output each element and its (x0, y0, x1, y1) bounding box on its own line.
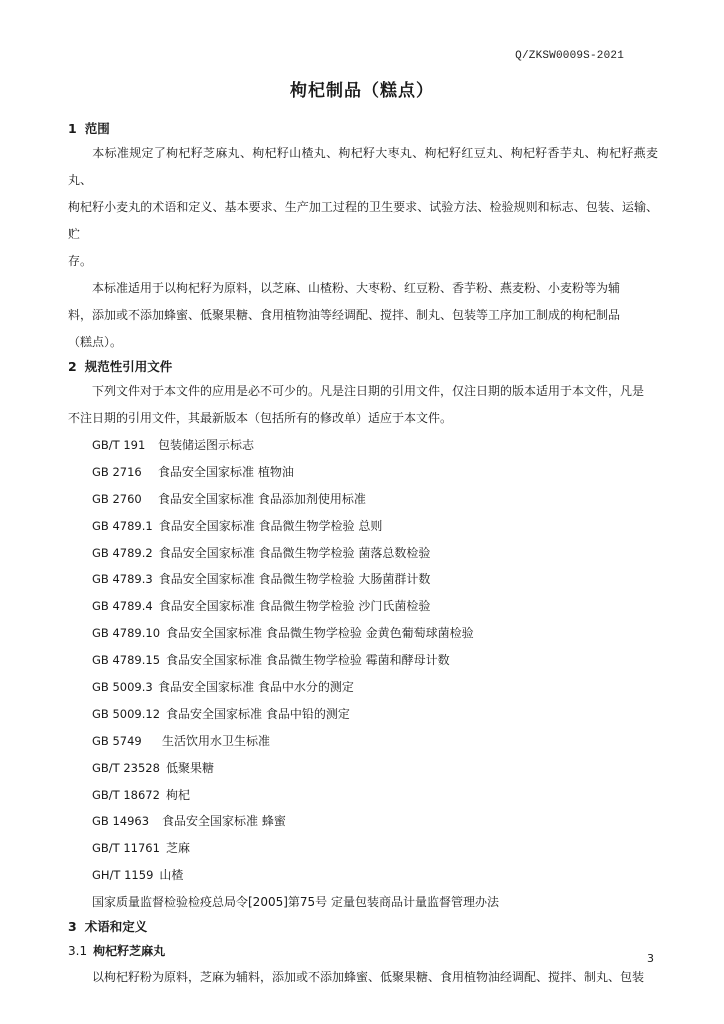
reference-item (68, 593, 658, 620)
text-line: （糕点）。 (68, 335, 123, 349)
reference-item (68, 513, 658, 540)
section-number: 1 (68, 121, 77, 136)
text-line: 料，添加或不添加蜂蜜、低聚果糖、食用植物油等经调配、搅拌、制丸、包装等工序加工制成的枸杞制品 (68, 308, 621, 322)
reference-code: GB 5749 (92, 733, 142, 748)
reference-item (68, 674, 658, 701)
reference-code: GB/T 23528 (92, 760, 160, 775)
reference-item (68, 701, 658, 728)
reference-title: 食品安全国家标准 食品微生物学检验 霉菌和酵母计数 (166, 653, 450, 668)
reference-title: 食品安全国家标准 食品微生物学检验 沙门氏菌检验 (158, 599, 431, 614)
text-line: 以枸杞籽粉为原料，芝麻为辅料，添加或不添加蜂蜜、低聚果糖、食用植物油经调配、搅拌、制丸、包装 (92, 970, 645, 985)
reference-item (68, 540, 658, 567)
reference-item (68, 808, 658, 835)
reference-title: 芝麻 (165, 841, 190, 856)
text-line: 存。 (68, 254, 93, 268)
reference-code: GH/T 1159 (92, 868, 154, 883)
reference-item (68, 432, 658, 459)
reference-code: GB 4789.1 (92, 518, 153, 533)
reference-code: GB 5009.12 (92, 706, 161, 721)
reference-item-order (68, 889, 658, 916)
reference-title: 低聚果糖 (165, 760, 214, 775)
reference-code: GB 2760 (92, 491, 142, 506)
section-heading-normative-references (68, 356, 658, 378)
text-line: 本标准规定了枸杞籽芝麻丸、枸杞籽山楂丸、枸杞籽大枣丸、枸杞籽红豆丸、枸杞籽香芋丸、枸杞籽燕麦丸、 (68, 146, 658, 187)
document-title: 枸杞制品（糕点） (290, 81, 434, 101)
reference-item (68, 728, 658, 755)
reference-title: 食品安全国家标准 食品微生物学检验 大肠菌群计数 (158, 572, 431, 587)
reference-title: 食品安全国家标准 食品中铅的测定 (166, 706, 350, 721)
text-line: 枸杞籽小麦丸的术语和定义、基本要求、生产加工过程的卫生要求、试验方法、检验规则和标志、包装、运输、贮 (68, 200, 658, 241)
definition-paragraph (68, 964, 658, 991)
reference-item (68, 782, 658, 809)
subsection-heading (68, 938, 658, 964)
reference-code: GB 14963 (92, 814, 150, 829)
text-line: 本标准适用于以枸杞籽为原料，以芝麻、山楂粉、大枣粉、红豆粉、香芋粉、燕麦粉、小麦粉等为辅 (92, 281, 621, 295)
document-body (68, 118, 658, 991)
reference-code: GB/T 18672 (92, 787, 160, 802)
reference-title: 食品安全国家标准 食品添加剂使用标准 (158, 491, 366, 506)
reference-title: 食品安全国家标准 蜂蜜 (162, 814, 286, 829)
reference-code: GB 4789.10 (92, 626, 161, 641)
reference-item (68, 862, 658, 889)
reference-title: 食品安全国家标准 食品中水分的测定 (158, 680, 354, 695)
reference-title: 食品安全国家标准 植物油 (158, 464, 294, 479)
reference-code: GB/T 11761 (92, 841, 160, 856)
reference-title: 包装储运图示标志 (158, 438, 255, 452)
subsection-title: 枸杞籽芝麻丸 (93, 944, 166, 959)
reference-item (68, 486, 658, 513)
reference-list (68, 432, 658, 916)
reference-item (68, 835, 658, 862)
reference-title: 枸杞 (165, 787, 190, 802)
reference-title: 国家质量监督检验检疫总局令[2005]第75号 定量包装商品计量监督管理办法 (92, 895, 499, 910)
section-title: 规范性引用文件 (84, 359, 173, 374)
text-line: 下列文件对于本文件的应用是必不可少的。凡是注日期的引用文件，仅注日期的版本适用于本文件，凡是 (92, 384, 645, 398)
reference-code: GB 2716 (92, 464, 142, 479)
reference-item (68, 647, 658, 674)
reference-title: 生活饮用水卫生标准 (162, 733, 271, 748)
page-number: 3 (647, 952, 654, 965)
section-title: 范围 (84, 121, 110, 136)
section-heading-scope (68, 118, 658, 140)
reference-code: GB 5009.3 (92, 680, 153, 695)
section-number: 3 (68, 919, 77, 935)
reference-title: 食品安全国家标准 食品微生物学检验 金黄色葡萄球菌检验 (166, 626, 474, 641)
reference-title: 食品安全国家标准 食品微生物学检验 总则 (158, 518, 383, 533)
section-heading-terms (68, 916, 658, 938)
subsection-number: 3.1 (68, 944, 88, 959)
reference-title: 山楂 (159, 868, 184, 883)
section-number: 2 (68, 359, 77, 374)
scope-paragraph-1 (68, 140, 658, 275)
reference-code: GB 4789.3 (92, 572, 153, 587)
reference-item (68, 566, 658, 593)
reference-code: GB/T 191 (92, 438, 146, 452)
reference-code: GB 4789.2 (92, 545, 153, 560)
document-code: Q/ZKSW0009S-2021 (515, 50, 624, 62)
reference-item (68, 620, 658, 647)
reference-item (68, 755, 658, 782)
scope-paragraph-2 (68, 275, 658, 356)
reference-item (68, 459, 658, 486)
reference-code: GB 4789.4 (92, 599, 153, 614)
section-title: 术语和定义 (84, 919, 148, 935)
reference-title: 食品安全国家标准 食品微生物学检验 菌落总数检验 (158, 545, 431, 560)
reference-code: GB 4789.15 (92, 653, 161, 668)
text-line: 不注日期的引用文件，其最新版本（包括所有的修改单）适应于本文件。 (68, 411, 453, 425)
normative-refs-intro (68, 378, 658, 432)
